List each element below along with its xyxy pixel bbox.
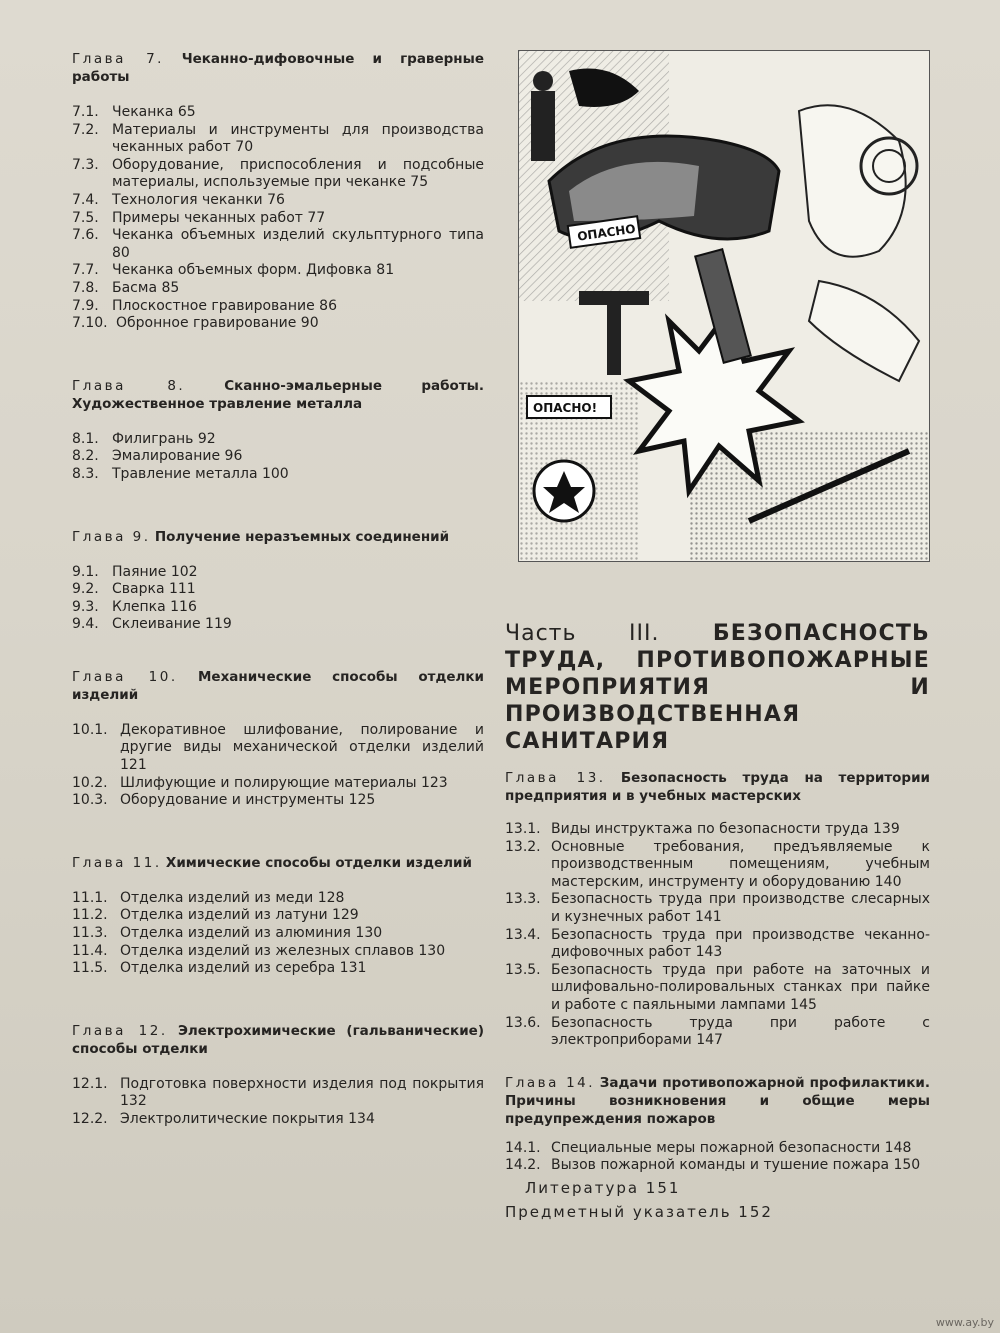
chapter-heading: [72, 1022, 484, 1058]
entry-number: 10.2.: [72, 774, 108, 791]
toc-entry: [72, 722, 484, 775]
chapter-heading: [72, 377, 484, 413]
entry-list: [505, 1140, 930, 1175]
entry-text: Безопасность труда при производстве слесарных и кузнечных работ 141: [551, 891, 930, 925]
entry-list: [72, 890, 484, 978]
entry-number: 8.2.: [72, 448, 99, 465]
entry-number: 11.4.: [72, 942, 108, 959]
toc-entry: [72, 960, 484, 978]
entry-list: [72, 722, 484, 810]
entry-number: 13.1.: [505, 821, 541, 837]
chapter-label: Глава 12.: [72, 1022, 168, 1039]
toc-entry: [72, 262, 484, 280]
left-column: [72, 50, 484, 1129]
toc-entry: [72, 1076, 484, 1111]
entry-text: Примеры чеканных работ 77: [112, 209, 326, 226]
entry-text: Клепка 116: [112, 598, 197, 615]
toc-entry: [72, 925, 484, 943]
chapter-label: Глава 9.: [72, 528, 151, 545]
entry-list: [72, 1076, 484, 1129]
toc-entry: [505, 962, 930, 1015]
entry-text: Склеивание 119: [112, 616, 232, 633]
entry-number: 7.4.: [72, 191, 99, 208]
entry-number: 9.2.: [72, 581, 99, 598]
chapter-9: [72, 528, 484, 634]
entry-number: 7.6.: [72, 227, 99, 244]
entry-number: 7.2.: [72, 121, 99, 138]
toc-entry: [72, 1111, 484, 1129]
chapter-label: Глава 7.: [72, 51, 164, 67]
toc-entry: [72, 280, 484, 298]
entry-number: 14.2.: [505, 1157, 541, 1174]
entry-list: [72, 104, 484, 333]
chapter-label: Глава 10.: [72, 668, 178, 685]
toc-entry: [72, 616, 484, 634]
toc-entry: [72, 157, 484, 192]
entry-number: 12.2.: [72, 1111, 108, 1127]
entry-number: 7.9.: [72, 297, 99, 314]
part-title: БЕЗОПАСНОСТЬ ТРУДА, ПРОТИВОПОЖАРНЫЕ МЕРОПРИЯТИЯ И ПРОИЗВОДСТВЕННАЯ САНИТАРИЯ: [505, 621, 930, 754]
toc-entry: [505, 1015, 930, 1050]
entry-text: Плоскостное гравирование 86: [112, 297, 337, 314]
entry-text: Оборудование, приспособления и подсобные материалы, используемые при чеканке 75: [112, 156, 484, 191]
entry-text: Обронное гравирование 90: [116, 315, 319, 332]
toc-entry: [72, 192, 484, 210]
entry-number: 9.4.: [72, 616, 99, 633]
entry-number: 7.7.: [72, 262, 99, 279]
entry-list: [505, 821, 930, 1050]
entry-number: 13.3.: [505, 891, 541, 908]
toc-entry: [72, 448, 484, 466]
chapter-10: [72, 668, 484, 810]
index-entry: Предметный указатель 152: [505, 1202, 773, 1221]
entry-text: Чеканка 65: [112, 104, 196, 120]
watermark: www.ay.by: [935, 1316, 994, 1329]
toc-entry: [72, 104, 484, 122]
literature-entry: Литература 151: [525, 1178, 681, 1197]
entry-text: Безопасность труда при работе на заточных и шлифовально-полировальных станках при пайке и работе с паяльными лампами 145: [551, 961, 930, 1013]
chapter-title: Химические способы отделки изделий: [165, 854, 472, 871]
entry-text: Отделка изделий из алюминия 130: [120, 925, 383, 942]
entry-text: Оборудование и инструменты 125: [120, 792, 376, 809]
toc-entry: [505, 839, 930, 892]
entry-text: Филигрань 92: [112, 430, 216, 447]
chapter-heading: [72, 668, 484, 704]
entry-text: Шлифующие и полирующие материалы 123: [120, 774, 448, 791]
entry-text: Отделка изделий из серебра 131: [120, 960, 367, 977]
entry-number: 13.6.: [505, 1014, 541, 1031]
chapter-heading: [72, 854, 484, 872]
part-label: Часть III.: [505, 621, 660, 646]
chapter-13: [505, 769, 930, 1050]
entry-text: Электролитические покрытия 134: [120, 1111, 375, 1127]
entry-text: Вызов пожарной команды и тушение пожара 150: [551, 1157, 921, 1174]
chapter-label: Глава 14.: [505, 1074, 596, 1091]
entry-text: Басма 85: [112, 279, 180, 296]
part-heading: [505, 620, 930, 755]
entry-number: 7.3.: [72, 156, 99, 173]
entry-number: 10.3.: [72, 792, 108, 809]
toc-entry: [72, 890, 484, 908]
toc-entry: [72, 581, 484, 599]
entry-text: Сварка 111: [112, 581, 196, 598]
entry-number: 11.5.: [72, 960, 108, 977]
entry-text: Отделка изделий из меди 128: [120, 889, 345, 906]
entry-number: 11.1.: [72, 889, 108, 906]
entry-text: Эмалирование 96: [112, 448, 243, 465]
entry-number: 14.1.: [505, 1139, 541, 1156]
chapter-title: Электрохимические (гальванические) способы отделки: [72, 1022, 485, 1057]
entry-number: 11.3.: [72, 925, 108, 942]
entry-text: Отделка изделий из латуни 129: [120, 907, 359, 924]
danger-sign-1: ОПАСНО: [576, 221, 637, 244]
toc-entry: [72, 298, 484, 316]
toc-entry: [72, 227, 484, 262]
toc-entry: [505, 1140, 930, 1158]
chapter-title: Безопасность труда на территории предприятия и в учебных мастерских: [505, 770, 931, 804]
chapter-11: [72, 854, 484, 978]
chapter-label: Глава 8.: [72, 377, 186, 394]
toc-entry: [72, 792, 484, 810]
entry-number: 7.10.: [72, 315, 108, 332]
chapter-title: Получение неразъемных соединений: [154, 528, 450, 545]
chapter-heading: [72, 50, 484, 86]
chapter-label: Глава 13.: [505, 770, 606, 786]
entry-number: 11.2.: [72, 907, 108, 924]
toc-entry: [505, 1157, 930, 1175]
entry-text: Травление металла 100: [112, 465, 289, 482]
safety-illustration: [518, 50, 930, 562]
entry-text: Отделка изделий из железных сплавов 130: [120, 942, 446, 959]
chapter-title: Задачи противопожарной профилактики. Причины возникновения и общие меры предупреждения пожаров: [505, 1074, 930, 1127]
entry-text: Технология чеканки 76: [112, 191, 285, 208]
entry-list: [72, 564, 484, 634]
entry-number: 9.3.: [72, 598, 99, 615]
entry-text: Чеканка объемных форм. Дифовка 81: [112, 262, 395, 279]
toc-entry: [72, 466, 484, 484]
chapter-label: Глава 11.: [72, 854, 162, 871]
chapter-14: [505, 1074, 930, 1175]
entry-list: [72, 431, 484, 484]
toc-entry: [72, 564, 484, 582]
entry-number: 12.1.: [72, 1075, 108, 1092]
entry-text: Безопасность труда при производстве чеканно-дифовочных работ 143: [551, 926, 930, 961]
toc-entry: [505, 927, 930, 962]
entry-number: 13.2.: [505, 838, 541, 855]
entry-text: Специальные меры пожарной безопасности 148: [551, 1139, 912, 1156]
toc-entry: [72, 210, 484, 228]
chapter-heading: [72, 528, 484, 546]
chapter-12: [72, 1022, 484, 1129]
toc-entry: [72, 775, 484, 793]
toc-entry: [505, 821, 930, 839]
entry-number: 9.1.: [72, 563, 99, 580]
entry-text: Безопасность труда при работе с электроприборами 147: [551, 1014, 930, 1049]
entry-number: 10.1.: [72, 721, 108, 738]
entry-text: Основные требования, предъявляемые к производственным помещениям, учебным мастерским, инструменту и оборудованию 140: [551, 838, 930, 890]
chapter-7: [72, 50, 484, 333]
entry-number: 7.5.: [72, 209, 99, 226]
toc-entry: [72, 943, 484, 961]
chapter-title: Сканно-эмальерные работы. Художественное травление металла: [72, 377, 484, 412]
chapter-title: Чеканно-дифовочные и граверные работы: [72, 51, 484, 85]
chapter-title: Механические способы отделки изделий: [72, 668, 485, 703]
entry-text: Виды инструктажа по безопасности труда 139: [551, 821, 900, 837]
toc-entry: [72, 431, 484, 449]
toc-entry: [505, 891, 930, 926]
entry-number: 8.1.: [72, 430, 99, 447]
entry-number: 7.8.: [72, 279, 99, 296]
toc-entry: [72, 907, 484, 925]
danger-sign-2: ОПАСНО!: [533, 401, 598, 415]
entry-text: Подготовка поверхности изделия под покрытия 132: [120, 1075, 484, 1110]
entry-number: 8.3.: [72, 465, 99, 482]
entry-text: Чеканка объемных изделий скульптурного типа 80: [112, 227, 484, 261]
illustration-graphic: [519, 51, 929, 561]
chapter-heading: [505, 769, 930, 805]
chapter-8: [72, 377, 484, 484]
right-column: [505, 620, 930, 1223]
toc-entry: [72, 315, 484, 333]
entry-number: 13.5.: [505, 961, 541, 978]
entry-number: 7.1.: [72, 104, 99, 120]
entry-text: Паяние 102: [112, 563, 198, 580]
toc-entry: [72, 122, 484, 157]
entry-text: Декоративное шлифование, полирование и другие виды механической отделки изделий 121: [120, 721, 484, 774]
toc-entry: [72, 599, 484, 617]
entry-number: 13.4.: [505, 926, 541, 943]
chapter-heading: [505, 1074, 930, 1128]
entry-text: Материалы и инструменты для производства чеканных работ 70: [112, 121, 484, 156]
